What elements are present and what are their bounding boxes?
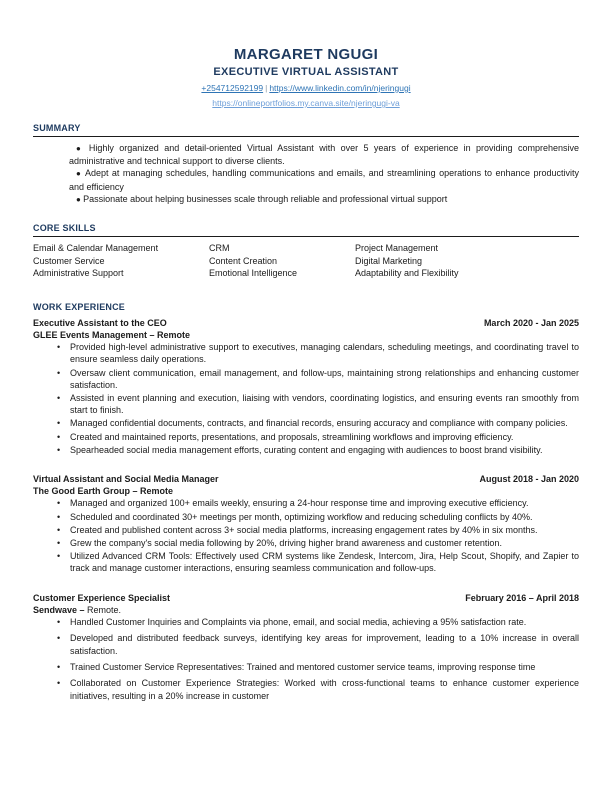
job-header <box>33 317 579 329</box>
job-entry <box>33 473 579 575</box>
job-bullet: • Trained Customer Service Representatives: Trained and mentored customer service teams, improving response time <box>55 661 579 674</box>
candidate-job-title: EXECUTIVE VIRTUAL ASSISTANT <box>213 66 399 78</box>
job-dates: March 2020 - Jan 2025 <box>483 317 579 328</box>
job-header <box>33 473 579 485</box>
summary-bullet: ● Passionate about helping businesses scale through reliable and professional virtual support <box>69 193 579 206</box>
job-title: Executive Assistant to the CEO <box>33 317 167 328</box>
job-bullet: • Developed and distributed feedback surveys, identifying key areas for improvement, leading to a 10% increase in overall satisfaction. <box>55 632 579 658</box>
job-bullet: • Spearheaded social media management efforts, curating content and engaging with audiences to boost brand visibility. <box>55 444 579 456</box>
job-bullet: • Grew the company's social media following by 20%, driving higher brand awareness and customer retention. <box>55 537 579 549</box>
job-bullet: • Provided high-level administrative support to executives, managing calendars, scheduling meetings, and coordinating travel to ensure seamless daily operations. <box>55 341 579 365</box>
job-dates: August 2018 - Jan 2020 <box>479 474 579 485</box>
job-bullet: • Created and published content across 3+ social media platforms, increasing engagement rates by 40% in six months. <box>55 524 579 536</box>
job-bullet-list <box>33 341 579 456</box>
portfolio-link[interactable]: https://onlineportfolios.my.canva.site/njeringugi-va <box>212 98 400 108</box>
skill-item: Email & Calendar Management <box>33 243 159 254</box>
job-company-name: The Good Earth Group – Remote <box>33 486 174 497</box>
skill-item: Project Management <box>355 243 439 254</box>
contact-line-1 <box>33 82 579 94</box>
linkedin-link[interactable]: https://www.linkedin.com/in/njeringugi <box>269 83 411 93</box>
work-experience-section <box>33 302 579 703</box>
contact-line-2 <box>33 97 579 109</box>
job-dates: February 2016 – April 2018 <box>465 592 579 603</box>
job-company-location: Remote. <box>84 604 122 615</box>
job-bullet: • Assisted in event planning and execution, liaising with vendors, coordinating logistics, and ensuring events ran smoothly from start to finish. <box>55 392 579 416</box>
job-bullet: • Managed and organized 100+ emails weekly, ensuring a 24-hour response time and improving executive efficiency. <box>55 497 579 509</box>
job-title: Virtual Assistant and Social Media Manager <box>33 474 219 485</box>
job-company-name: GLEE Events Management – Remote <box>33 330 191 340</box>
job-company-name: Sendwave – <box>33 604 85 615</box>
job-company <box>33 329 579 341</box>
job-bullet: • Collaborated on Customer Experience Strategies: Worked with cross-functional teams to enhance customer experience initiatives, resulting in a 20% increase in customer <box>55 677 579 703</box>
job-header <box>33 592 579 604</box>
summary-bullet: ● Adept at managing schedules, handling communications and emails, and streamlining operations to enhance productivity and efficiency <box>69 167 579 192</box>
skill-item: Customer Service <box>33 255 105 266</box>
core-skills-section <box>33 223 579 280</box>
job-company <box>33 485 579 497</box>
resume-header <box>33 46 579 109</box>
job-entry <box>33 592 579 703</box>
skill-item: Content Creation <box>209 255 278 266</box>
contact-separator: | <box>265 83 268 93</box>
job-bullet: • Created and maintained reports, presentations, and proposals, streamlining workflows and improving efficiency. <box>55 431 579 443</box>
skill-item: CRM <box>209 243 230 254</box>
summary-section <box>33 123 579 206</box>
skill-item: Digital Marketing <box>355 255 423 266</box>
summary-bullets <box>33 142 579 206</box>
skill-item: Adaptability and Flexibility <box>355 268 459 279</box>
job-bullet: • Managed confidential documents, contracts, and financial records, ensuring accuracy and compliance with company policies. <box>55 417 579 429</box>
job-bullet-list <box>33 616 579 703</box>
job-bullet: • Oversaw client communication, email management, and follow-ups, maintaining strong relationships and enhancing customer satisfaction. <box>55 367 579 391</box>
skill-item: Emotional Intelligence <box>209 268 298 279</box>
job-bullet: • Utilized Advanced CRM Tools: Effectively used CRM systems like Zendesk, Intercom, Jira, Help Scout, Shopify, and Zapier to track and manage customer interactions, ensuring seamless communication and follow-ups. <box>55 550 579 574</box>
work-experience-heading: WORK EXPERIENCE <box>33 301 126 312</box>
summary-bullet: ● Highly organized and detail-oriented Virtual Assistant with over 5 years of experience in providing comprehensive administrative and technical support to diverse clients. <box>69 142 579 167</box>
summary-heading: SUMMARY <box>33 123 579 137</box>
candidate-name: MARGARET NGUGI <box>233 46 379 63</box>
job-bullet: • Handled Customer Inquiries and Complaints via phone, email, and social media, achieving a 95% satisfaction rate. <box>55 616 579 629</box>
job-company <box>33 604 579 616</box>
skills-grid <box>33 242 579 280</box>
job-bullet: • Scheduled and coordinated 30+ meetings per month, optimizing workflow and reducing scheduling conflicts by 40%. <box>55 511 579 523</box>
skill-item: Administrative Support <box>33 268 124 279</box>
job-entry <box>33 317 579 456</box>
job-bullet-list <box>33 497 579 574</box>
job-title: Customer Experience Specialist <box>33 592 171 603</box>
phone-link[interactable]: +254712592199 <box>201 83 264 93</box>
core-skills-heading: CORE SKILLS <box>33 223 579 237</box>
